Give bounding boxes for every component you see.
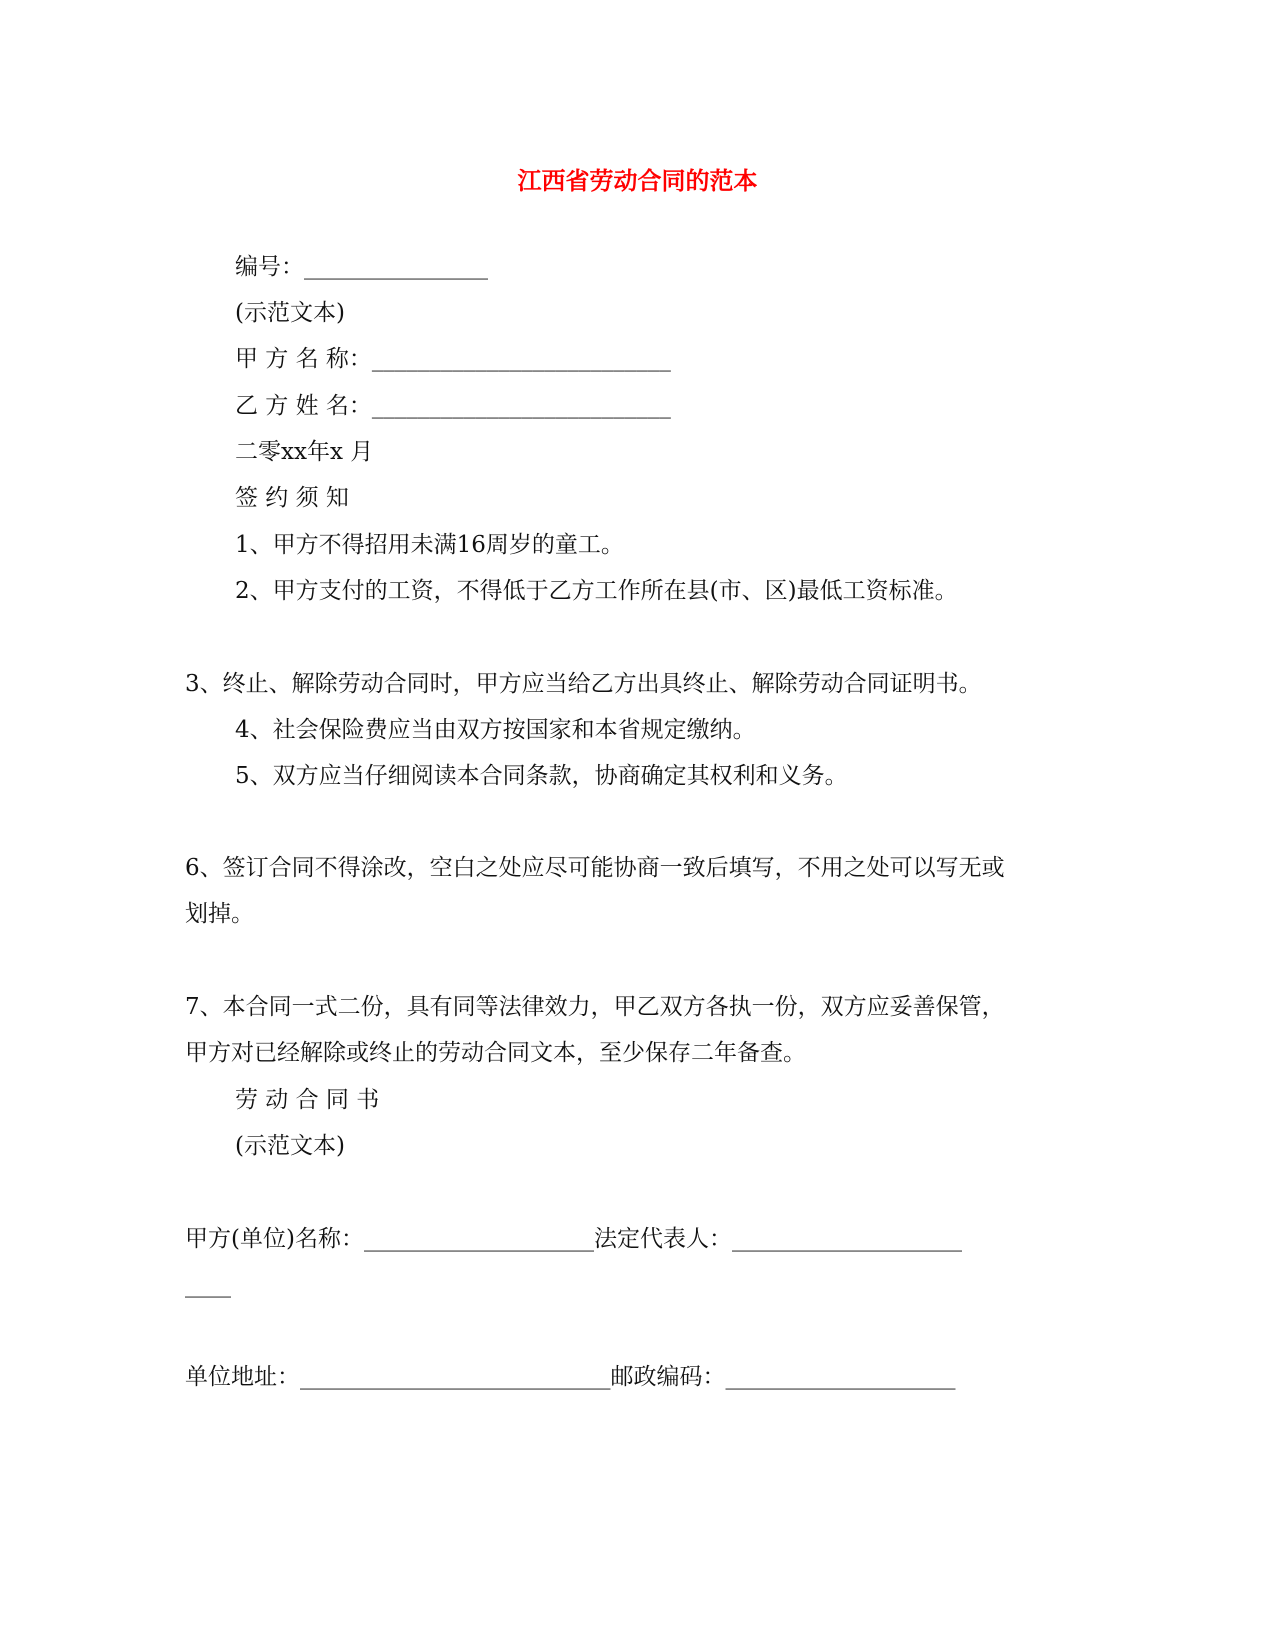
document-title: 江西省劳动合同的范本 (517, 166, 758, 195)
date-line: 二零xx年x 月 (235, 439, 374, 465)
sample-text-label-2: (示范文本) (235, 1133, 345, 1159)
notice-item-2: 2、甲方支付的工资，不得低于乙方工作所在县(市、区)最低工资标准。 (235, 578, 958, 604)
party-b-name-line: 乙 方 姓 名：__________________________ (235, 393, 671, 419)
sample-text-label: (示范文本) (235, 300, 345, 326)
notice-item-5: 5、双方应当仔细阅读本合同条款，协商确定其权利和义务。 (235, 763, 848, 789)
notice-item-1: 1、甲方不得招用未满16周岁的童工。 (235, 532, 624, 558)
notice-heading: 签 约 须 知 (235, 485, 349, 511)
notice-item-7-line-2: 甲方对已经解除或终止的劳动合同文本，至少保存二年备查。 (185, 1040, 806, 1066)
notice-item-7-line-1: 7、本合同一式二份，具有同等法律效力，甲乙双方各执一份，双方应妥善保管， (185, 994, 1005, 1020)
party-a-name-line: 甲 方 名 称：__________________________ (235, 346, 671, 372)
notice-item-6-line-1: 6、签订合同不得涂改，空白之处应尽可能协商一致后填写，不用之处可以写无或 (185, 855, 1005, 881)
employer-address-line: 单位地址：___________________________邮政编码：____________________ (185, 1364, 956, 1390)
notice-item-4: 4、社会保险费应当由双方按国家和本省规定缴纳。 (235, 717, 756, 743)
contract-number-line: 编号：________________ (235, 254, 488, 280)
notice-item-6-line-2: 划掉。 (185, 901, 254, 927)
contract-heading: 劳 动 合 同 书 (235, 1087, 380, 1113)
employer-name-line-continued: ____ (185, 1272, 231, 1298)
notice-item-3: 3、终止、解除劳动合同时，甲方应当给乙方出具终止、解除劳动合同证明书。 (185, 671, 982, 697)
employer-name-line: 甲方(单位)名称：____________________法定代表人：____________________ (185, 1226, 962, 1252)
